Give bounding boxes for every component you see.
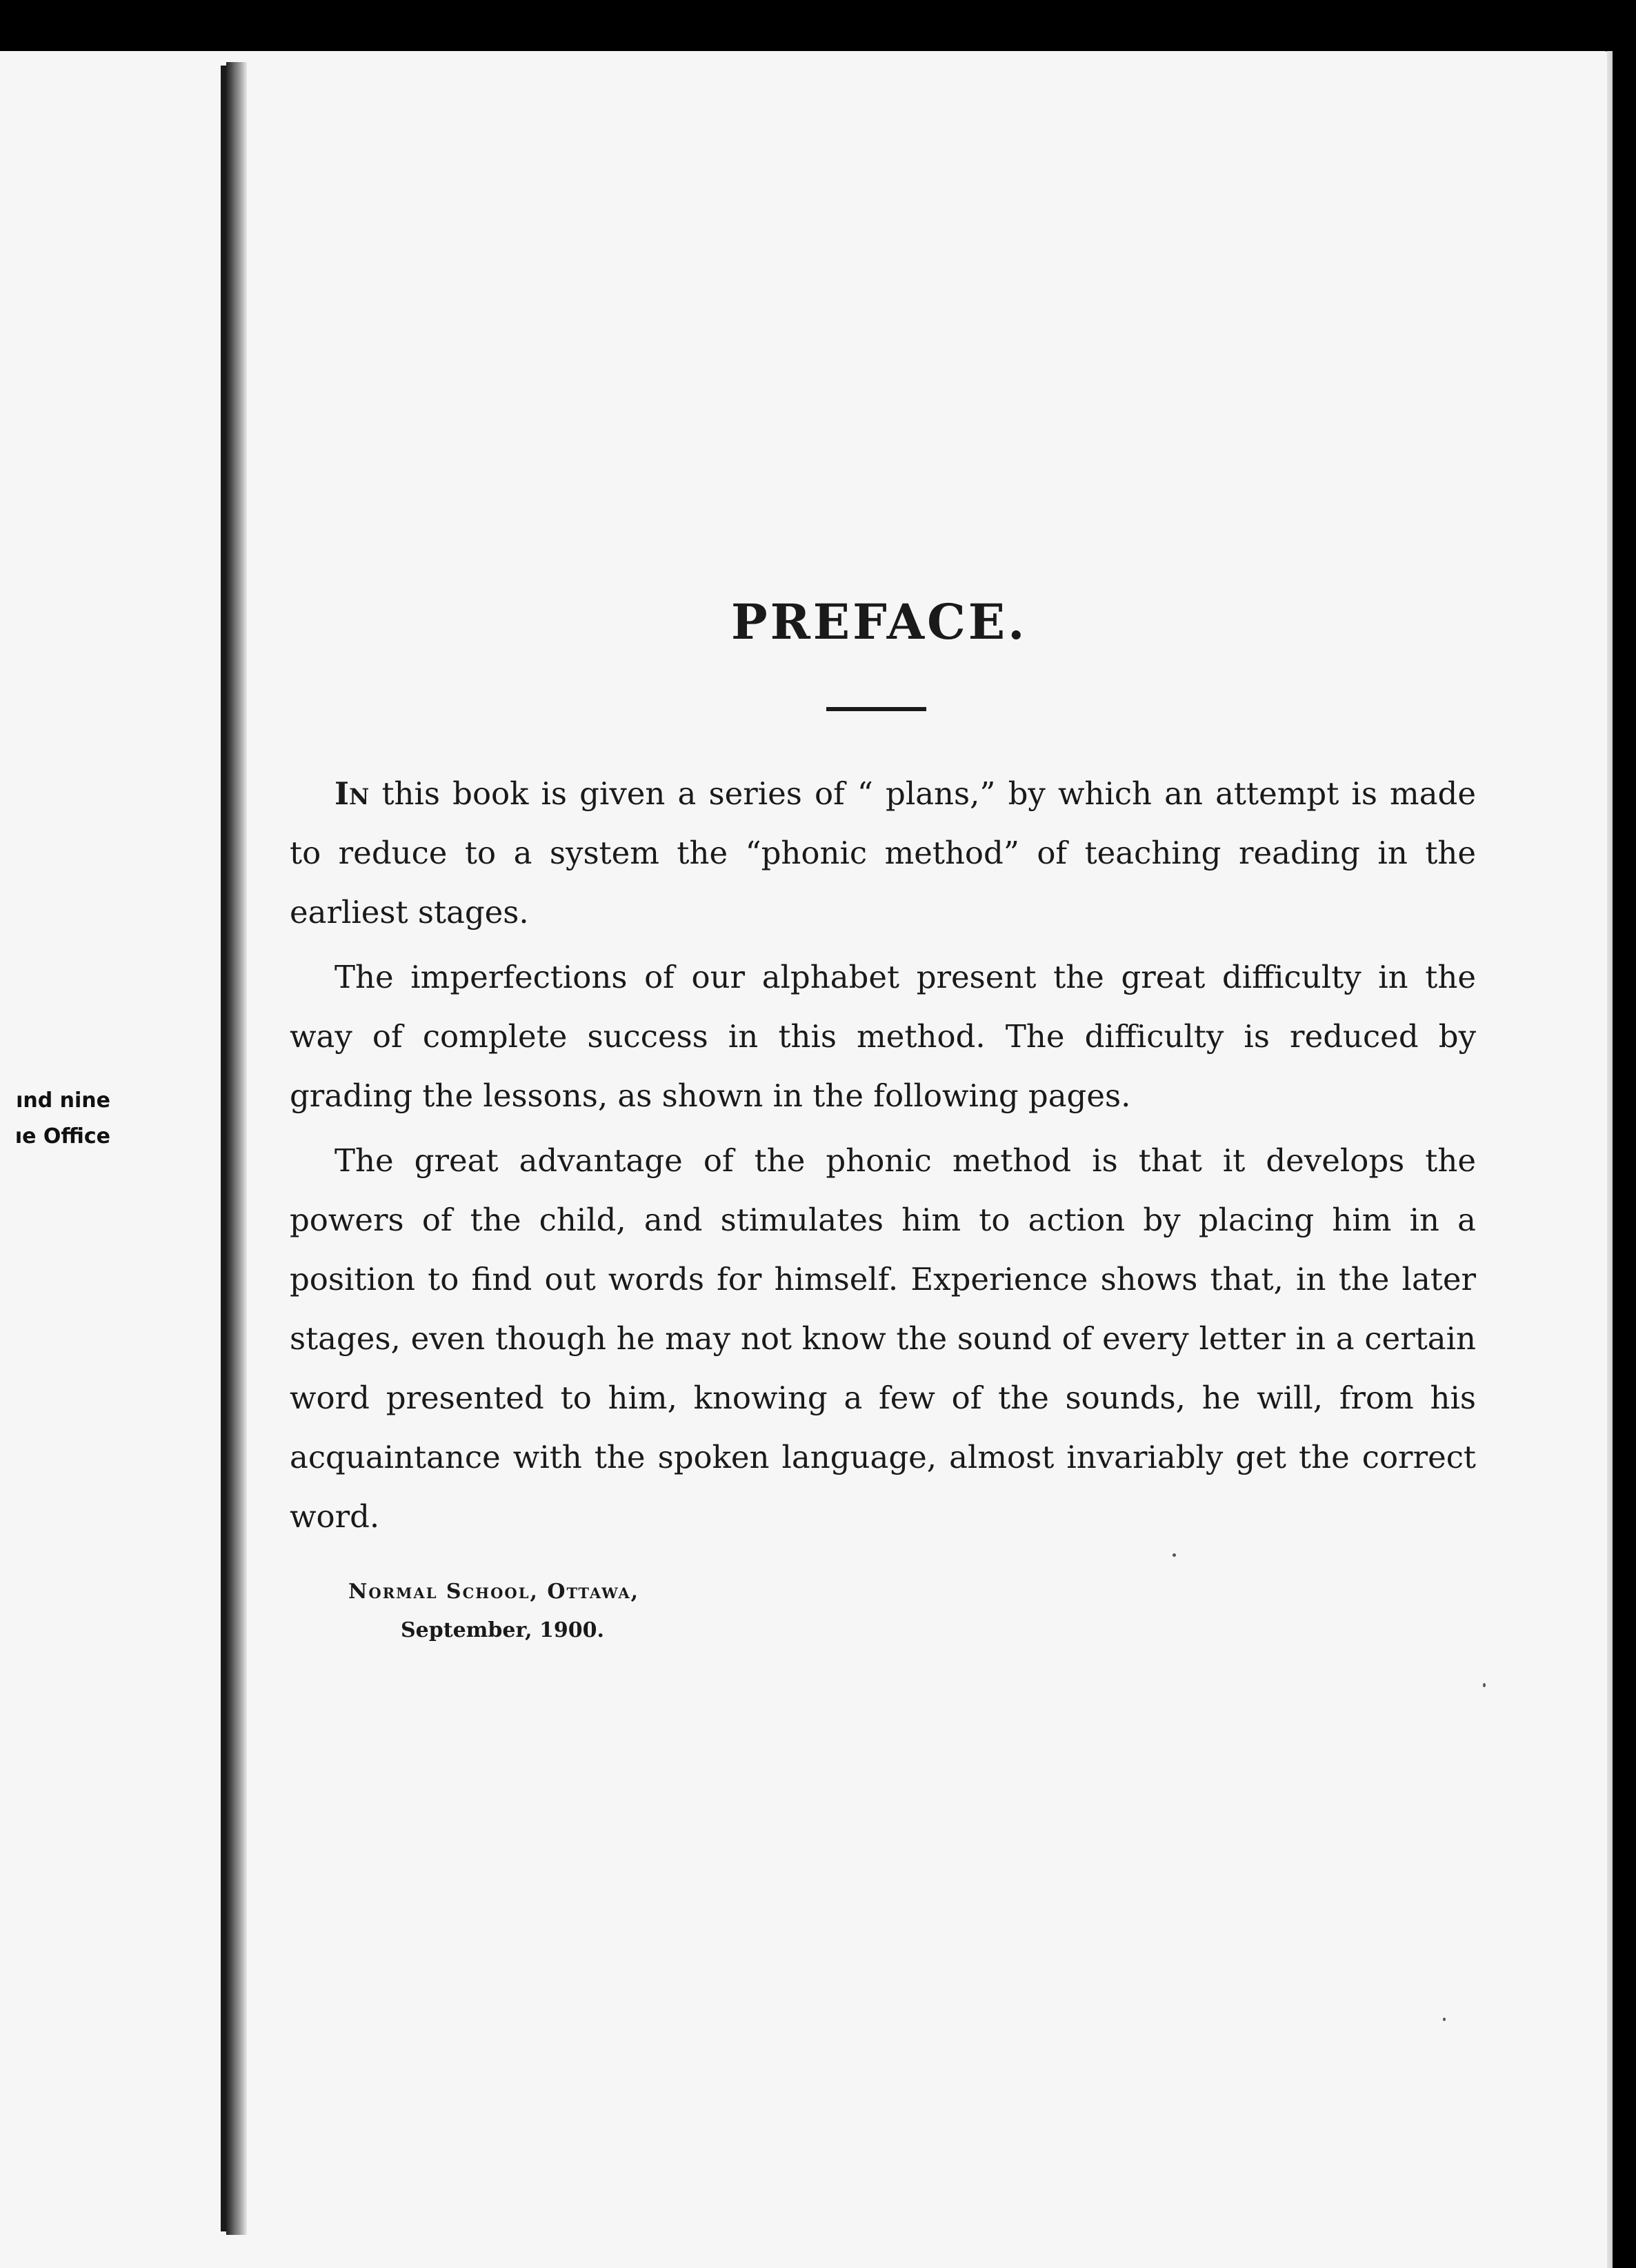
preface-body xyxy=(290,764,1476,1552)
page-edge xyxy=(1607,51,1613,2268)
paragraph-text: this book is given a series of “ plans,” by which an attempt is made to reduce to a system the “phonic method” of teaching reading in the earliest stages. xyxy=(290,775,1476,931)
paragraph-text: The great advantage of the phonic method is that it develops the powers of the child, and stimulates him to action by placing him in a position to find out words for himself. Experience shows that, in the later stages, even though he may not know the sound of every letter in a certain word presented to him, knowing a few of the sounds, he will, from his acquaintance with the spoken language, almost invariably get the correct word. xyxy=(290,1142,1476,1535)
title-divider xyxy=(826,707,926,711)
signature-date: September, 1900. xyxy=(401,1618,604,1642)
scan-speck xyxy=(1173,1553,1176,1557)
previous-page-line: ınd nine xyxy=(16,1088,110,1113)
signature-block xyxy=(348,1573,639,1650)
binding-gutter xyxy=(226,62,247,2235)
signature-place: Normal School, Ottawa, xyxy=(348,1580,640,1604)
paragraph xyxy=(290,1131,1476,1546)
paragraph xyxy=(290,948,1476,1126)
previous-page-fragment xyxy=(0,1083,110,1155)
previous-page-line: ıe Office xyxy=(14,1124,110,1148)
page-title: PREFACE. xyxy=(731,593,1028,650)
paragraph-lead: In xyxy=(335,775,370,812)
paragraph xyxy=(290,764,1476,942)
scan-speck xyxy=(1483,1683,1486,1687)
scan-speck xyxy=(1443,2018,1446,2021)
paragraph-text: The imperfections of our alphabet present the great difficulty in the way of complete success in this method. The difficulty is reduced by grading the lessons, as shown in the following pages. xyxy=(290,959,1476,1114)
